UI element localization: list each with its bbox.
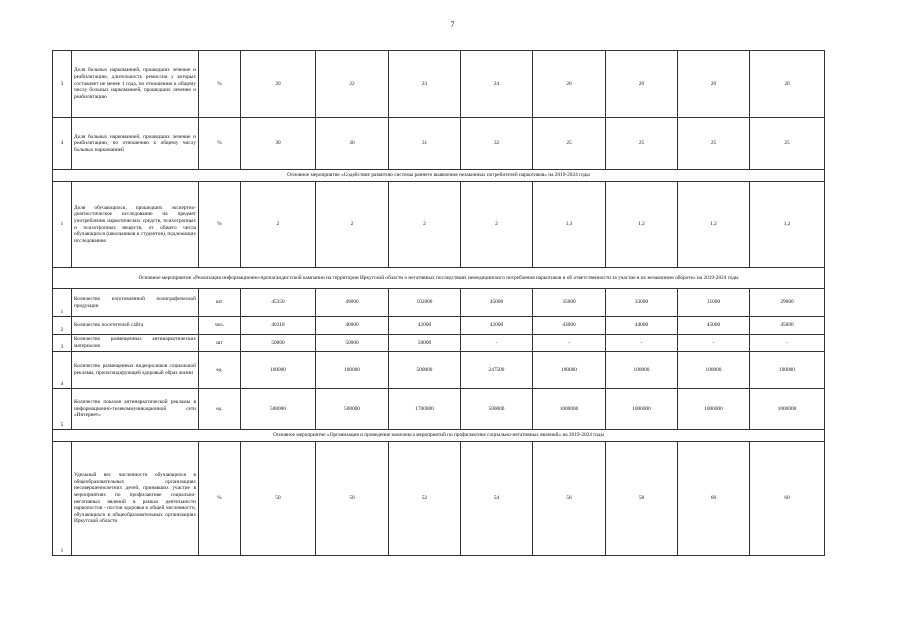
value-cell: 2 xyxy=(389,182,461,268)
value-cell: 22 xyxy=(316,51,389,118)
value-cell: 100000 xyxy=(316,352,389,389)
value-cell: 1,3 xyxy=(533,182,606,268)
value-cell: 500000 xyxy=(241,389,316,430)
row-number: 5 xyxy=(53,389,72,430)
value-cell: 1,2 xyxy=(678,182,750,268)
value-cell: - xyxy=(533,335,606,352)
value-cell: 500000 xyxy=(316,389,389,430)
value-cell: 40318 xyxy=(241,317,316,335)
value-cell: 102000 xyxy=(389,289,461,317)
value-cell: 49000 xyxy=(316,289,389,317)
indicator-name: Количество размещенных антинаркотических материалов xyxy=(72,335,199,352)
row-number: 1 xyxy=(53,442,72,556)
value-cell: 500000 xyxy=(389,352,461,389)
section-title: Основное мероприятие «Содействие развитию системы раннего выявления незаконных потребителей наркотиков» на 2019-2024 годы xyxy=(53,170,825,182)
value-cell: - xyxy=(606,335,678,352)
value-cell: 42000 xyxy=(461,317,533,335)
value-cell: 56 xyxy=(533,442,606,556)
row-number: 1 xyxy=(53,289,72,317)
value-cell: 20 xyxy=(750,51,825,118)
value-cell: 50000 xyxy=(389,335,461,352)
value-cell: 33000 xyxy=(606,289,678,317)
indicator-name: Количество размещенных видеороликов социальной рекламы, пропагандирующей здоровый образ жизни xyxy=(72,352,199,389)
value-cell: 1,2 xyxy=(750,182,825,268)
row-number: 3 xyxy=(53,51,72,118)
value-cell: 45000 xyxy=(750,317,825,335)
section-title: Основное мероприятие «Реализация информационно-пропагандистской кампании на территории Иркутской области о негативных последствиях немедицинского потребления наркотиков и об ответственности за участие в их незаконном обороте» на 2019-2024 годы xyxy=(53,268,825,289)
unit-cell: % xyxy=(199,182,241,268)
unit-cell: шт. xyxy=(199,289,241,317)
value-cell: - xyxy=(750,335,825,352)
value-cell: 35000 xyxy=(533,289,606,317)
value-cell: 24 xyxy=(461,51,533,118)
unit-cell: % xyxy=(199,442,241,556)
value-cell: - xyxy=(461,335,533,352)
value-cell: 1000000 xyxy=(606,389,678,430)
value-cell: 45350 xyxy=(241,289,316,317)
value-cell: 40000 xyxy=(316,317,389,335)
unit-cell: шт xyxy=(199,335,241,352)
value-cell: 29000 xyxy=(750,289,825,317)
value-cell: 31 xyxy=(389,118,461,170)
value-cell: 25 xyxy=(678,118,750,170)
value-cell: 25 xyxy=(533,118,606,170)
unit-cell: % xyxy=(199,51,241,118)
unit-cell: чел. xyxy=(199,317,241,335)
table-row xyxy=(53,317,825,335)
value-cell: 500000 xyxy=(461,389,533,430)
value-cell: 54 xyxy=(461,442,533,556)
indicators-table xyxy=(52,50,825,556)
value-cell: 1000000 xyxy=(750,389,825,430)
indicator-name: Доля больных наркоманией, прошедших лечение и реабилитацию, по отношению к общему числу больных наркоманией xyxy=(72,118,199,170)
value-cell: 50000 xyxy=(241,335,316,352)
indicator-name: Количество изготовленной полиграфической продукции xyxy=(72,289,199,317)
value-cell: 30 xyxy=(316,118,389,170)
row-number: 4 xyxy=(53,352,72,389)
value-cell: 2 xyxy=(461,182,533,268)
table-row xyxy=(53,182,825,268)
value-cell: 25 xyxy=(750,118,825,170)
indicator-name: Доля обучающихся, прошедших экспертно-диагностическое исследование на предмет употребления наркотических средств, психотропных и психотропных веществ, от общего числа обучающихся (школьников и студентов), подлежащих исследованию xyxy=(72,182,199,268)
page-number: 7 xyxy=(450,20,455,29)
value-cell: 1700000 xyxy=(389,389,461,430)
indicator-name: Количество посетителей сайта xyxy=(72,317,199,335)
value-cell: 100000 xyxy=(678,352,750,389)
table-row xyxy=(53,289,825,317)
value-cell: 30 xyxy=(241,118,316,170)
value-cell: 50000 xyxy=(316,335,389,352)
table-row xyxy=(53,51,825,118)
value-cell: 20 xyxy=(606,51,678,118)
table-row xyxy=(53,118,825,170)
value-cell: - xyxy=(678,335,750,352)
table-row xyxy=(53,352,825,389)
section-row xyxy=(53,170,825,182)
value-cell: 20 xyxy=(533,51,606,118)
value-cell: 23 xyxy=(389,51,461,118)
value-cell: 58 xyxy=(606,442,678,556)
section-title: Основное мероприятие «Организация и проведение комплекса мероприятий по профилактике социально-негативных явлений» на 2019-2024 годы xyxy=(53,430,825,442)
table-row xyxy=(53,335,825,352)
value-cell: 100000 xyxy=(606,352,678,389)
indicator-name: Удельный вес численности обучающихся в общеобразовательных организациях несовершеннолетних детей, принявших участие в мероприятиях по профилактике социально-негативных явлений в рамках деятельности наркопостов - постов здоровья к общей численности, обучающихся в общеобразовательных организациях Иркутской области xyxy=(72,442,199,556)
row-number: 4 xyxy=(53,118,72,170)
row-number: 2 xyxy=(53,317,72,335)
value-cell: 1000000 xyxy=(678,389,750,430)
row-number: 3 xyxy=(53,335,72,352)
value-cell: 25 xyxy=(606,118,678,170)
value-cell: 20 xyxy=(241,51,316,118)
unit-cell: ед. xyxy=(199,389,241,430)
value-cell: 20 xyxy=(678,51,750,118)
value-cell: 44000 xyxy=(606,317,678,335)
value-cell: 2 xyxy=(241,182,316,268)
unit-cell: ед. xyxy=(199,352,241,389)
value-cell: 100000 xyxy=(241,352,316,389)
row-number: 1 xyxy=(53,182,72,268)
value-cell: 50 xyxy=(241,442,316,556)
value-cell: 50 xyxy=(316,442,389,556)
value-cell: 2 xyxy=(316,182,389,268)
value-cell: 42000 xyxy=(389,317,461,335)
value-cell: 52 xyxy=(389,442,461,556)
value-cell: 43000 xyxy=(533,317,606,335)
unit-cell: % xyxy=(199,118,241,170)
value-cell: 100000 xyxy=(533,352,606,389)
value-cell: 32 xyxy=(461,118,533,170)
table-row xyxy=(53,442,825,556)
value-cell: 31000 xyxy=(678,289,750,317)
value-cell: 1000000 xyxy=(533,389,606,430)
indicator-name: Доля больных наркоманией, прошедших лечение и реабилитацию, длительность ремиссии у которых составляет не менее 1 года, по отношению к общему числу больных наркоманией, прошедших лечение и реабилитацию xyxy=(72,51,199,118)
table-row xyxy=(53,389,825,430)
value-cell: 60 xyxy=(750,442,825,556)
section-row xyxy=(53,268,825,289)
indicator-name: Количество показов антинаркотической рекламы в информационно-телекоммуникационной сети «Интернет» xyxy=(72,389,199,430)
value-cell: 60 xyxy=(678,442,750,556)
value-cell: 45000 xyxy=(461,289,533,317)
value-cell: 1,2 xyxy=(606,182,678,268)
value-cell: 100000 xyxy=(750,352,825,389)
section-row xyxy=(53,430,825,442)
value-cell: 45000 xyxy=(678,317,750,335)
value-cell: 247500 xyxy=(461,352,533,389)
